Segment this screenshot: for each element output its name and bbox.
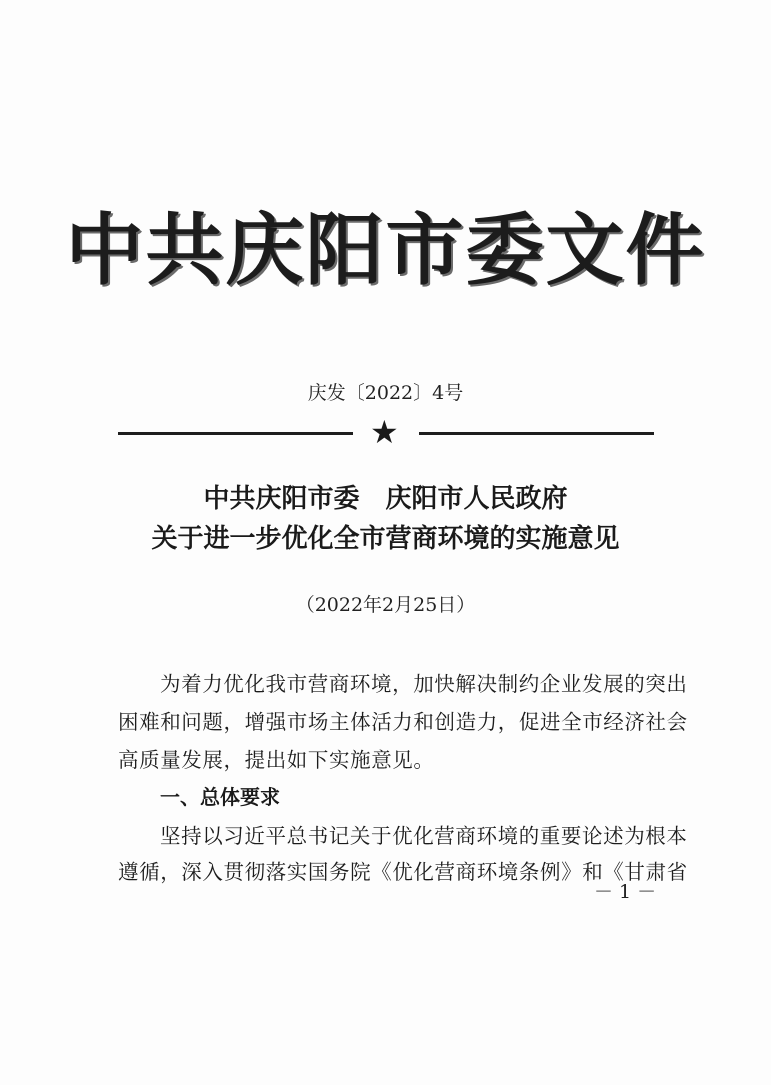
document-title-line-2: 关于进一步优化全市营商环境的实施意见: [151, 524, 620, 554]
intro-paragraph-line-3: 高质量发展，提出如下实施意见。: [118, 748, 435, 772]
document-number: 庆发〔2022〕4号: [307, 382, 464, 404]
section-heading: 一、总体要求: [160, 785, 280, 809]
section-paragraph-line-2: 遵循，深入贯彻落实国务院《优化营商环境条例》和《甘肃省: [118, 860, 688, 884]
document-masthead: 中共庆阳市委文件: [65, 206, 706, 296]
section-paragraph-line-1: 坚持以习近平总书记关于优化营商环境的重要论述为根本: [160, 824, 688, 848]
intro-paragraph-line-1: 为着力优化我市营商环境，加快解决制约企业发展的突出: [160, 672, 688, 696]
document-title-line-1: 中共庆阳市委 庆阳市人民政府: [203, 484, 568, 514]
separator-line-left: [118, 432, 353, 435]
star-icon: ★: [370, 413, 399, 451]
page-number: － 1 －: [594, 881, 657, 903]
document-date: （2022年2月25日）: [295, 594, 476, 616]
separator-line-right: [419, 432, 654, 435]
intro-paragraph-line-2: 困难和问题，增强市场主体活力和创造力，促进全市经济社会: [118, 710, 688, 734]
red-head-separator: [118, 414, 654, 450]
